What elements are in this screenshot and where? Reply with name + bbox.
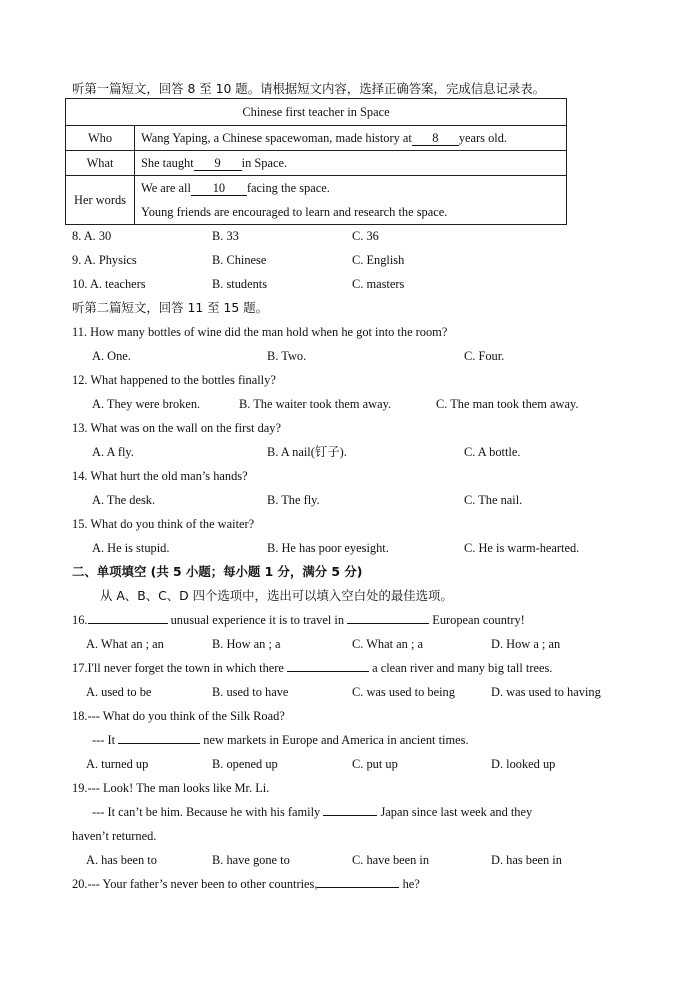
q15-stem: 15. What do you think of the waiter? [72,517,255,531]
q14-option-c[interactable]: C. The nail. [464,493,523,507]
q11-option-c[interactable]: C. Four. [464,349,505,363]
q13-option-b[interactable]: B. A nail(钉子). [267,445,347,459]
q17-option-a[interactable]: A. used to be [86,685,152,699]
q9-option-b[interactable]: B. Chinese [212,253,267,267]
q16-option-d[interactable]: D. How a ; an [491,637,561,651]
q9-option-c[interactable]: C. English [352,253,405,267]
q10-option-b[interactable]: B. students [212,277,268,291]
q19-text: --- It can’t be him. Because he with his family [92,805,321,819]
q19-text-end: Japan since last week and they [380,805,533,819]
part2-heading: 二、单项填空 (共 5 小题；每小题 1 分，满分 5 分) [72,564,363,579]
q11-stem: 11. How many bottles of wine did the man hold when he got into the room? [72,325,448,339]
q19-stem: 19.--- Look! The man looks like Mr. Li. [72,781,270,795]
row-text: years old. [458,130,508,145]
q11-option-b[interactable]: B. Two. [267,349,307,363]
q16-text: unusual experience it is to travel in [170,613,345,627]
q19-reply [92,804,532,820]
q10-option-c[interactable]: C. masters [352,277,405,291]
q18-option-a[interactable]: A. turned up [86,757,149,771]
row-label: What [66,151,135,176]
q12-option-a[interactable]: A. They were broken. [92,397,201,411]
row-content [135,126,567,151]
q18-option-b[interactable]: B. opened up [212,757,278,771]
q20-blank[interactable] [317,887,399,888]
row-text: facing the space. [246,181,330,195]
q18-text-end: new markets in Europe and America in ancient times. [203,733,469,747]
q12-stem: 12. What happened to the bottles finally? [72,373,276,387]
q20-text: 20.--- Your father’s never been to other countries, [72,877,318,891]
row-text: We are all [141,181,191,195]
q11-option-a[interactable]: A. One. [92,349,131,363]
q13-option-a[interactable]: A. A fly. [92,445,134,459]
q20-stem [72,876,420,892]
q16-option-b[interactable]: B. How an ; a [212,637,281,651]
q13-option-c[interactable]: C. A bottle. [464,445,521,459]
table-title: Chinese first teacher in Space [66,99,567,126]
q18-blank[interactable] [118,743,200,744]
row-text: Wang Yaping, a Chinese spacewoman, made history at [141,130,412,145]
q8-option-b[interactable]: B. 33 [212,229,239,243]
q12-option-c[interactable]: C. The man took them away. [436,397,579,411]
q19-option-a[interactable]: A. has been to [86,853,157,867]
q19-option-c[interactable]: C. have been in [352,853,430,867]
blank-10[interactable]: 10 [191,182,247,196]
q20-text-end: he? [402,877,420,891]
q17-option-c[interactable]: C. was used to being [352,685,455,699]
q18-option-d[interactable]: D. looked up [491,757,556,771]
table-row-her-words [66,176,567,225]
q19-option-d[interactable]: D. has been in [491,853,562,867]
blank-9[interactable]: 9 [194,157,242,171]
q17-stem [72,660,552,676]
q14-stem: 14. What hurt the old man’s hands? [72,469,248,483]
blank-8[interactable]: 8 [412,132,459,146]
part2-instruction: 从 A、B、C、D 四个选项中，选出可以填入空白处的最佳选项。 [100,588,453,603]
q9-option-a[interactable]: 9. A. Physics [72,253,137,267]
q18-reply [92,732,469,748]
q17-text-end: a clean river and many big tall trees. [372,661,553,675]
q16-option-a[interactable]: A. What an ; an [86,637,164,651]
row-text-line2: Young friends are encouraged to learn and research the space. [141,205,448,219]
q17-text: 17.I'll never forget the town in which there [72,661,284,675]
q16-option-c[interactable]: C. What an ; a [352,637,423,651]
q16-blank-2[interactable] [347,623,429,624]
table-row-what [66,151,567,176]
q16-number: 16. [72,613,88,627]
q18-option-c[interactable]: C. put up [352,757,398,771]
section1-intro: 听第一篇短文，回答 8 至 10 题。请根据短文内容，选择正确答案，完成信息记录表。 [72,81,546,96]
q17-option-b[interactable]: B. used to have [212,685,289,699]
q18-stem: 18.--- What do you think of the Silk Road? [72,709,285,723]
row-text: in Space. [241,155,288,170]
q16-blank-1[interactable] [88,623,168,624]
row-content [135,176,567,225]
section2-intro: 听第二篇短文，回答 11 至 15 题。 [72,300,268,315]
q18-text: --- It [92,733,116,747]
q15-option-a[interactable]: A. He is stupid. [92,541,170,555]
q14-option-b[interactable]: B. The fly. [267,493,320,507]
table-row-who [66,126,567,151]
q17-option-d[interactable]: D. was used to having [491,685,601,699]
row-label: Who [66,126,135,151]
q16-text-end: European country! [432,613,525,627]
q16-stem [72,612,525,628]
info-record-table [65,98,567,225]
q15-option-b[interactable]: B. He has poor eyesight. [267,541,389,555]
q10-option-a[interactable]: 10. A. teachers [72,277,146,291]
q19-reply-line2: haven’t returned. [72,829,157,843]
q15-option-c[interactable]: C. He is warm-hearted. [464,541,580,555]
q19-option-b[interactable]: B. have gone to [212,853,290,867]
row-label: Her words [66,176,135,225]
q14-option-a[interactable]: A. The desk. [92,493,156,507]
q8-option-c[interactable]: C. 36 [352,229,379,243]
q12-option-b[interactable]: B. The waiter took them away. [239,397,392,411]
q17-blank[interactable] [287,671,369,672]
q19-blank[interactable] [323,815,377,816]
q8-option-a[interactable]: 8. A. 30 [72,229,112,243]
row-content [135,151,567,176]
q13-stem: 13. What was on the wall on the first day? [72,421,281,435]
row-text: She taught [141,155,194,170]
